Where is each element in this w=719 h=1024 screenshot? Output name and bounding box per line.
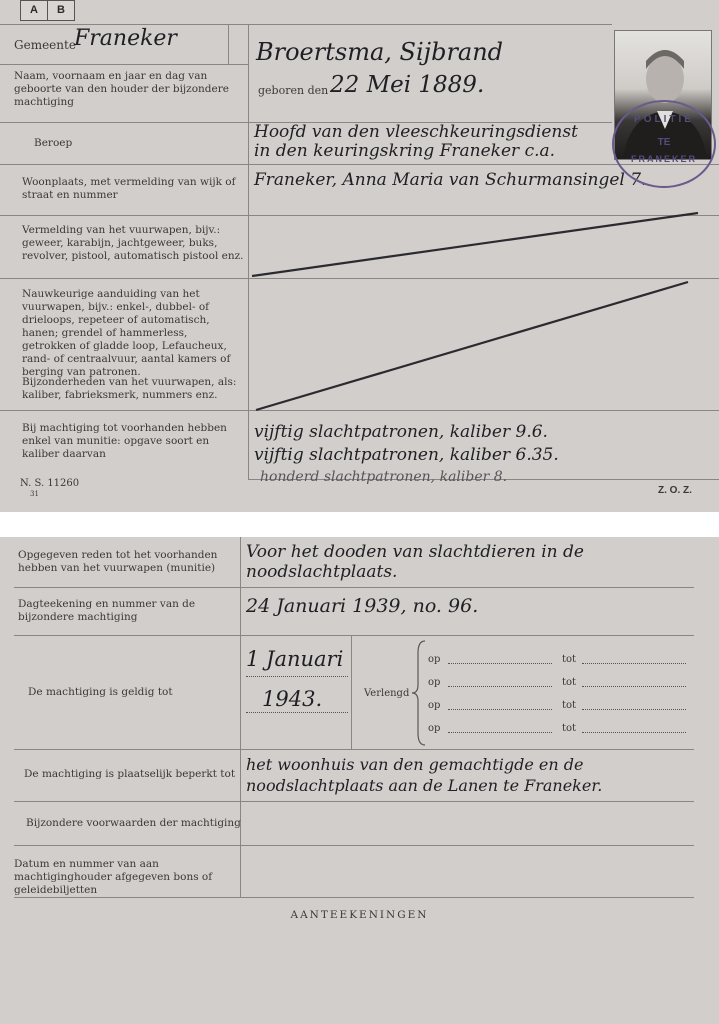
local-limit-line-1: het woonhuis van den gemachtigde en de xyxy=(246,755,584,774)
stamp-text: POLITIE xyxy=(634,114,694,125)
rule xyxy=(582,731,686,733)
column-divider-back xyxy=(240,537,241,897)
rule xyxy=(582,685,686,687)
rule xyxy=(14,587,694,588)
rule xyxy=(448,708,552,710)
extended-label: Verlengd xyxy=(364,688,410,699)
zoz-mark: Z. O. Z. xyxy=(658,485,692,496)
valid-until-line-1: 1 Januari xyxy=(246,647,344,671)
rule xyxy=(246,675,348,677)
occupation-line-1: Hoofd van den vleeschkeuringsdienst xyxy=(254,122,578,142)
reason-label: Opgegeven reden tot het voorhanden hebben van het vuurwapen (munitie) xyxy=(18,549,218,574)
rule xyxy=(448,731,552,733)
brace xyxy=(410,637,430,749)
conditions-label: Bijzondere voorwaarden der machtiging xyxy=(26,817,241,829)
rule xyxy=(582,708,686,710)
rule xyxy=(448,662,552,664)
occupation-line-2: in den keuringskring Franeker c.a. xyxy=(254,141,556,161)
gemeente-value: Franeker xyxy=(74,26,177,51)
rule xyxy=(246,711,348,713)
reason-line-2: noodslachtplaats. xyxy=(246,562,398,582)
ammunition-line-1: vijftig slachtpatronen, kaliber 9.6. xyxy=(254,422,548,442)
permit-card-back xyxy=(0,537,719,1024)
tot-1: tot xyxy=(562,654,577,665)
tot-3: tot xyxy=(562,700,577,711)
ammunition-label: Bij machtiging tot voorhanden hebben enkel van munitie: opgave soort en kaliber daarvan xyxy=(22,422,227,460)
name-value: Broertsma, Sijbrand xyxy=(256,38,504,66)
stamp-sub: TE xyxy=(657,137,671,148)
tab-a: A xyxy=(20,0,48,21)
tab-b: B xyxy=(47,0,75,21)
op-4: op xyxy=(428,723,441,734)
valid-until-label: De machtiging is geldig tot xyxy=(28,686,173,698)
date-number-value: 24 Januari 1939, no. 96. xyxy=(246,595,479,617)
tot-4: tot xyxy=(562,723,577,734)
reason-line-1: Voor het dooden van slachtdieren in de xyxy=(246,542,584,562)
rule xyxy=(14,749,694,750)
ammunition-line-2: vijftig slachtpatronen, kaliber 6.35. xyxy=(254,445,559,465)
residence-value: Franeker, Anna Maria van Schurmansingel 7. xyxy=(254,170,647,190)
op-3: op xyxy=(428,700,441,711)
local-limit-line-2: noodslachtplaats aan de Lanen te Franeker. xyxy=(246,776,603,795)
rule xyxy=(448,685,552,687)
serial-sub: 31 xyxy=(30,490,39,498)
valid-until-line-2: 1943. xyxy=(262,687,323,711)
residence-label: Woonplaats, met vermelding van wijk of straat en nummer xyxy=(22,176,236,201)
rule xyxy=(582,662,686,664)
rule xyxy=(14,845,694,846)
strike-line-weapon-detail xyxy=(256,282,688,410)
rule xyxy=(14,801,694,802)
stamp-city: FRANEKER xyxy=(630,154,697,164)
date-number-label: Dagteekening en nummer van de bijzondere machtiging xyxy=(18,598,196,623)
occupation-label: Beroep xyxy=(34,137,73,149)
local-limit-label: De machtiging is plaatselijk beperkt tot xyxy=(24,768,236,780)
bons-label: Datum en nummer van aan machtiginghouder afgegeven bons of geleidebiljetten xyxy=(14,858,213,896)
weapon-detail-label: Nauwkeurige aanduiding van het vuurwapen, bijv.: enkel-, dubbel- of drieloops, repeteer of automatisch, hanen; grendel of hammerless, getrokken of gladde loop, Lefaucheux, rand- of centraalvuur, aantal kamers of berging van patronen. xyxy=(22,288,231,378)
notes-heading: AANTEEKENINGEN xyxy=(290,909,429,921)
name-label: Naam, voornaam en jaar en dag van geboorte van den houder der bijzondere machtiging xyxy=(14,70,229,108)
op-1: op xyxy=(428,654,441,665)
strike-line-weapon xyxy=(252,213,698,276)
rule xyxy=(351,635,352,749)
tot-2: tot xyxy=(562,677,577,688)
gemeente-label: Gemeente xyxy=(14,38,76,52)
weapon-specifics-label: Bijzonderheden van het vuurwapen, als: kaliber, fabrieksmerk, nummers enz. xyxy=(22,376,237,401)
op-2: op xyxy=(428,677,441,688)
serial-number: N. S. 11260 xyxy=(20,478,80,489)
weapon-label: Vermelding van het vuurwapen, bijv.: geweer, karabijn, jachtgeweer, buks, revolver, pistool, automatisch pistool enz. xyxy=(22,224,244,262)
rule xyxy=(14,897,694,898)
police-stamp xyxy=(612,100,716,188)
born-value: 22 Mei 1889. xyxy=(330,72,485,98)
born-label: geboren den xyxy=(258,84,329,97)
ammunition-line-3: honderd slachtpatronen, kaliber 8. xyxy=(260,469,508,485)
rule xyxy=(14,635,694,636)
